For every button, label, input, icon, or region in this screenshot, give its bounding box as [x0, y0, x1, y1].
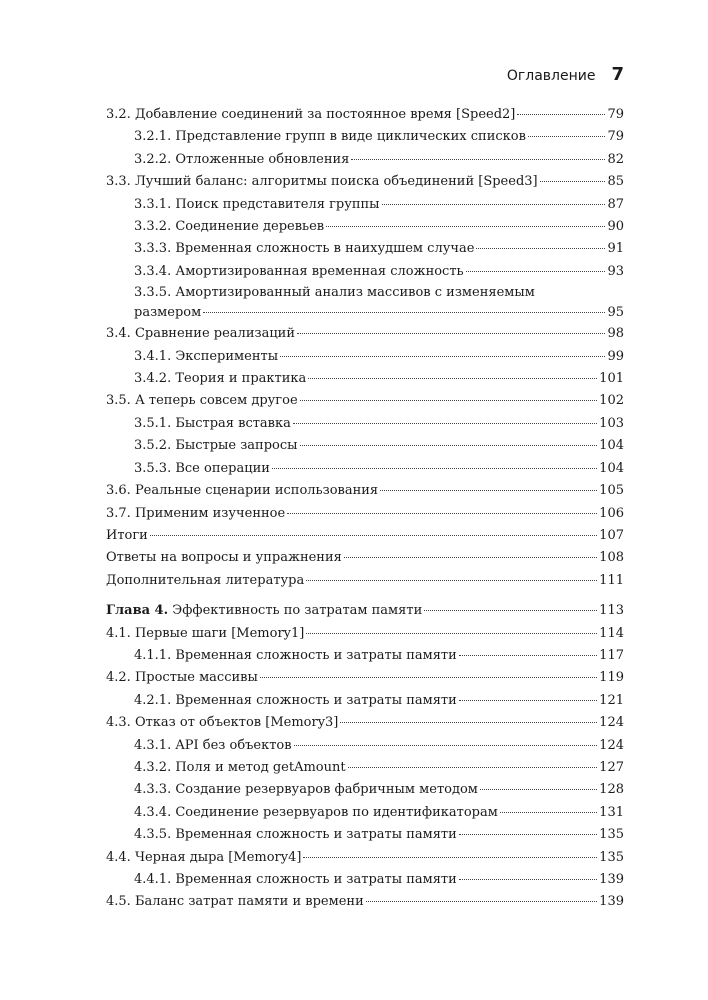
toc-page-number: 85 [607, 174, 624, 190]
toc-entry-label: 4.3.1. API без объектов [134, 737, 292, 753]
dot-leader [459, 700, 597, 701]
toc-entry-label: 3.3.4. Амортизированная временная сложность [134, 263, 464, 279]
dot-leader [260, 677, 597, 678]
dot-leader [540, 181, 606, 182]
toc-entry [106, 126, 624, 148]
dot-leader [303, 857, 597, 858]
toc-entry-label: 3.2.1. Представление групп в виде циклических списков [134, 129, 526, 145]
toc-page-number: 135 [599, 849, 624, 865]
dot-leader [459, 655, 597, 656]
toc-entry [106, 757, 624, 779]
toc-entry [106, 261, 624, 283]
toc-entry-label: 4.2.1. Временная сложность и затраты памяти [134, 692, 457, 708]
toc-page-number: 101 [599, 371, 624, 387]
toc-entry [106, 891, 624, 913]
dot-leader [340, 722, 597, 723]
toc-entry [106, 570, 624, 592]
dot-leader [382, 204, 606, 205]
toc-entry-label: 3.4.1. Эксперименты [134, 348, 279, 364]
dot-leader [500, 812, 597, 813]
toc-entry [106, 323, 624, 345]
toc-entry [106, 283, 624, 323]
toc-entry [106, 712, 624, 734]
dot-leader [466, 271, 606, 272]
running-header [507, 64, 624, 85]
dot-leader [306, 580, 597, 581]
toc-page-number: 106 [599, 505, 624, 521]
toc-entry [106, 346, 624, 368]
toc-page-number: 107 [599, 527, 624, 543]
toc-entry-label: 3.5. А теперь совсем другое [106, 393, 298, 409]
dot-leader [300, 400, 598, 401]
dot-leader [306, 633, 597, 634]
toc-page-number: 139 [599, 894, 624, 910]
toc-entry [106, 735, 624, 757]
toc-entry [106, 824, 624, 846]
dot-leader [348, 767, 598, 768]
toc-page-number: 117 [599, 647, 624, 663]
toc-entry-label: 3.5.2. Быстрые запросы [134, 438, 298, 454]
toc-entry [106, 458, 624, 480]
toc-entry-label: 3.6. Реальные сценарии использования [106, 483, 379, 499]
toc-entry [106, 503, 624, 525]
toc-entry [106, 480, 624, 502]
dot-leader [459, 834, 597, 835]
toc-page-number: 113 [599, 603, 624, 619]
toc-page-number: 87 [607, 196, 624, 212]
table-of-contents [106, 104, 624, 914]
toc-entry [106, 690, 624, 712]
dot-leader [272, 468, 597, 469]
toc-entry-label: 3.5.1. Быстрая вставка [134, 415, 291, 431]
toc-entry [106, 216, 624, 238]
toc-entry-label: 3.2. Добавление соединений за постоянное время [Speed2] [106, 107, 516, 122]
dot-leader [380, 490, 597, 491]
toc-entry [106, 779, 624, 801]
toc-entry [106, 238, 624, 260]
chapter-prefix: Глава 4. [106, 603, 169, 619]
toc-entry [106, 435, 624, 457]
toc-entry [106, 194, 624, 216]
toc-page-number: 111 [599, 572, 624, 588]
dot-leader [287, 513, 597, 514]
toc-entry [106, 645, 624, 667]
toc-entry [106, 149, 624, 171]
toc-entry-label: 4.3.4. Соединение резервуаров по идентификаторам [134, 804, 498, 820]
dot-leader [203, 312, 605, 313]
toc-page-number: 108 [599, 550, 624, 566]
toc-page-number: 124 [599, 737, 624, 753]
toc-page-number: 99 [607, 348, 624, 364]
toc-entry [106, 623, 624, 645]
header-title: Оглавление [506, 68, 596, 84]
chapter-title: Эффективность по затратам памяти [172, 603, 423, 619]
toc-entry-label: 3.3.5. Амортизированный анализ массивов с изменяемым [134, 285, 535, 301]
header-page-number: 7 [611, 64, 624, 85]
toc-page-number: 124 [599, 715, 624, 731]
toc-entry-label: 3.3. Лучший баланс: алгоритмы поиска объединений [Speed3] [106, 174, 538, 190]
toc-entry-label: 4.5. Баланс затрат памяти и времени [106, 894, 364, 910]
dot-leader [300, 445, 598, 446]
dot-leader [351, 159, 605, 160]
toc-entry [106, 847, 624, 869]
dot-leader [293, 423, 597, 424]
toc-page-number: 139 [599, 872, 624, 887]
toc-entry-label: 4.3.5. Временная сложность и затраты памяти [134, 827, 457, 843]
dot-leader [528, 136, 606, 137]
toc-page-number: 127 [599, 759, 624, 775]
dot-leader [517, 114, 605, 115]
toc-entry-label: 4.3.2. Поля и метод getAmount [134, 759, 346, 775]
dot-leader [344, 557, 597, 558]
toc-entry-label: 4.3.3. Создание резервуаров фабричным методом [134, 782, 478, 798]
toc-entry-label: Ответы на вопросы и упражнения [106, 550, 342, 566]
toc-entry-label: 3.2.2. Отложенные обновления [134, 151, 350, 167]
toc-page-number: 82 [607, 151, 624, 167]
toc-page-number: 91 [607, 241, 624, 257]
dot-leader [308, 378, 597, 379]
dot-leader [280, 356, 605, 357]
toc-entry-label: 4.1.1. Временная сложность и затраты памяти [134, 647, 457, 663]
dot-leader [476, 248, 605, 249]
toc-entry [106, 802, 624, 824]
toc-page-number: 102 [599, 393, 624, 409]
toc-entry [106, 525, 624, 547]
toc-entry-label: 3.4. Сравнение реализаций [106, 326, 296, 342]
toc-entry-label-continued: размером [134, 305, 202, 321]
toc-entry [106, 547, 624, 569]
dot-leader [326, 226, 605, 227]
toc-entry-label: 3.4.2. Теория и практика [134, 371, 307, 387]
dot-leader [366, 901, 597, 902]
dot-leader [480, 789, 597, 790]
toc-page-number: 119 [599, 670, 624, 686]
dot-leader [294, 745, 598, 746]
toc-entry [106, 104, 624, 126]
toc-page-number: 98 [607, 326, 624, 342]
toc-page-number: 95 [607, 305, 624, 321]
toc-entry-label: 4.1. Первые шаги [Memory1] [106, 625, 305, 641]
toc-page-number: 79 [607, 129, 624, 145]
toc-chapter-entry [106, 600, 624, 622]
toc-entry [106, 368, 624, 390]
dot-leader [150, 535, 597, 536]
toc-page-number: 105 [599, 483, 624, 499]
toc-entry-label: 4.4.1. Временная сложность и затраты памяти [134, 872, 457, 887]
dot-leader [459, 879, 597, 880]
toc-page-number: 131 [599, 804, 624, 820]
toc-page-number: 114 [599, 625, 624, 641]
toc-entry [106, 390, 624, 412]
toc-entry-label: 4.3. Отказ от объектов [Memory3] [106, 715, 339, 731]
toc-entry-label: 4.4. Черная дыра [Memory4] [106, 849, 302, 865]
toc-entry-label: Дополнительная литература [106, 572, 305, 588]
toc-entry-label: Итоги [106, 527, 148, 543]
toc-entry [106, 869, 624, 891]
toc-entry [106, 171, 624, 193]
toc-page-number: 104 [599, 438, 624, 454]
toc-entry-label: 3.5.3. Все операции [134, 460, 270, 476]
toc-page-number: 79 [607, 107, 624, 122]
dot-leader [424, 610, 597, 611]
toc-entry-label: 3.3.3. Временная сложность в наихудшем случае [134, 241, 475, 257]
toc-page-number: 104 [599, 460, 624, 476]
toc-entry [106, 667, 624, 689]
toc-entry-label: 3.7. Применим изученное [106, 505, 286, 521]
toc-entry [106, 413, 624, 435]
toc-page-number: 103 [599, 415, 624, 431]
toc-page-number: 128 [599, 782, 624, 798]
toc-page-number: 90 [607, 219, 624, 235]
toc-entry-label: 4.2. Простые массивы [106, 670, 258, 686]
dot-leader [297, 333, 605, 334]
toc-page-number: 121 [599, 692, 624, 708]
toc-page-number: 135 [599, 827, 624, 843]
toc-entry-label: 3.3.2. Соединение деревьев [134, 219, 325, 235]
toc-entry-label: 3.3.1. Поиск представителя группы [134, 196, 380, 212]
toc-page-number: 93 [607, 263, 624, 279]
